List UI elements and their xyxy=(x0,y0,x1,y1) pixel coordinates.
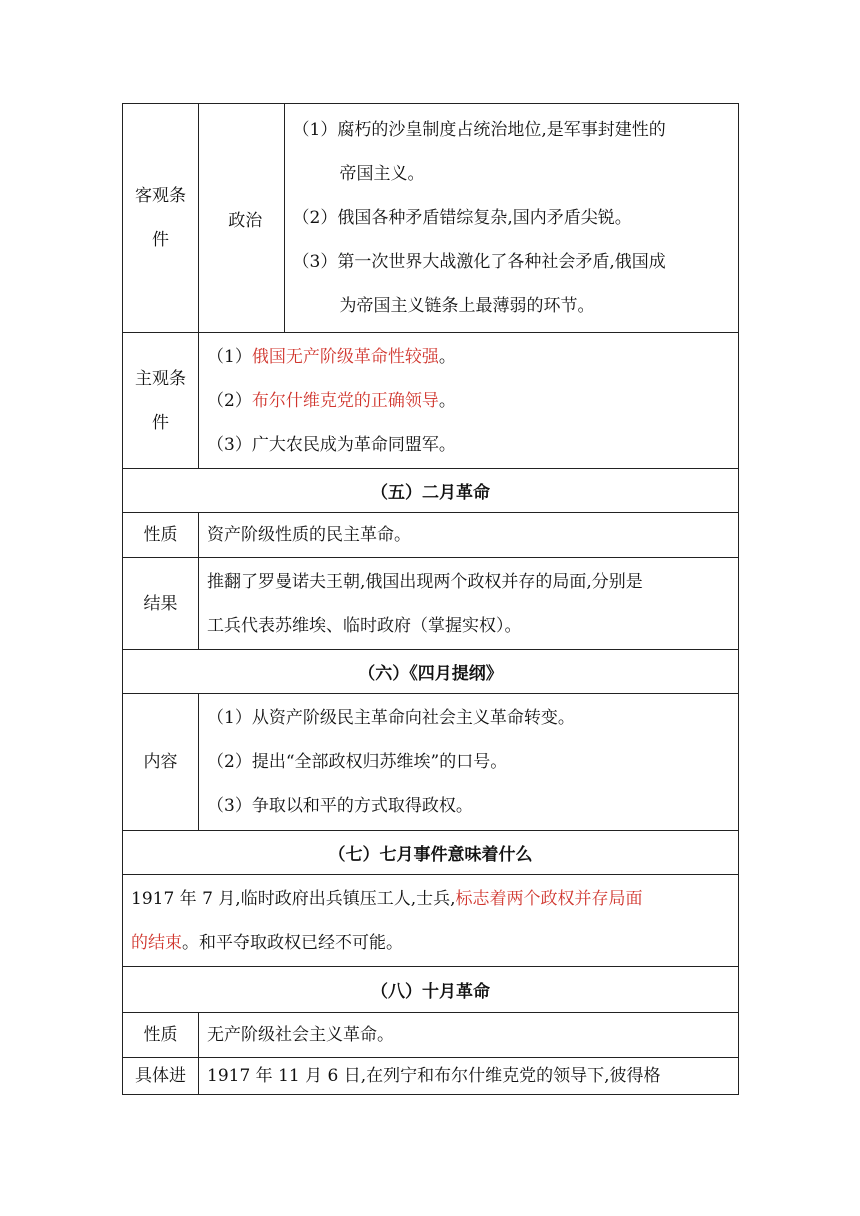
feb-result-text: 推翻了罗曼诺夫王朝,俄国出现两个政权并存的局面,分别是 工兵代表苏维埃、临时政府（掌握实权）。 xyxy=(199,558,739,650)
october-revolution-heading: （八）十月革命 xyxy=(123,967,739,1013)
july-days-text: 1917 年 7 月,临时政府出兵镇压工人,士兵,标志着两个政权并存局面 的结束。和平夺取政权已经不可能。 xyxy=(123,875,739,967)
subjective-item: （1）俄国无产阶级革命性较强。 xyxy=(207,346,456,367)
feb-result-label: 结果 xyxy=(123,558,199,650)
subjective-item: （3）广大农民成为革命同盟军。 xyxy=(207,434,456,455)
politics-label: 政治 xyxy=(207,104,284,332)
oct-nature-label: 性质 xyxy=(123,1013,199,1058)
politics-content: （1）腐朽的沙皇制度占统治地位,是军事封建性的 帝国主义。 （2）俄国各种矛盾错综复杂,国内矛盾尖锐。 （3）第一次世界大战激化了各种社会矛盾,俄国成 为帝国主义链条上最薄弱的环节。 xyxy=(292,120,666,316)
oct-process-label: 具体进 xyxy=(123,1058,199,1095)
feb-revolution-heading: （五）二月革命 xyxy=(123,469,739,513)
subjective-conditions-label: 主观条 件 xyxy=(123,333,199,469)
april-content-label: 内容 xyxy=(123,694,199,831)
objective-conditions-label: 客观条 件 xyxy=(123,104,199,333)
april-theses-heading: （六）《四月提纲》 xyxy=(123,650,739,694)
objective-conditions-cell xyxy=(199,104,739,333)
subjective-conditions-content xyxy=(199,333,739,469)
feb-nature-label: 性质 xyxy=(123,513,199,558)
history-table xyxy=(122,103,739,1095)
july-days-heading: （七）七月事件意味着什么 xyxy=(123,831,739,875)
oct-nature-text: 无产阶级社会主义革命。 xyxy=(199,1013,739,1058)
subjective-item: （2）布尔什维克党的正确领导。 xyxy=(207,390,456,411)
oct-process-text: 1917 年 11 月 6 日,在列宁和布尔什维克党的领导下,彼得格 xyxy=(199,1058,739,1095)
feb-nature-text: 资产阶级性质的民主革命。 xyxy=(199,513,739,558)
april-content-text: （1）从资产阶级民主革命向社会主义革命转变。 （2）提出“全部政权归苏维埃”的口号。 （3）争取以和平的方式取得政权。 xyxy=(199,694,739,831)
